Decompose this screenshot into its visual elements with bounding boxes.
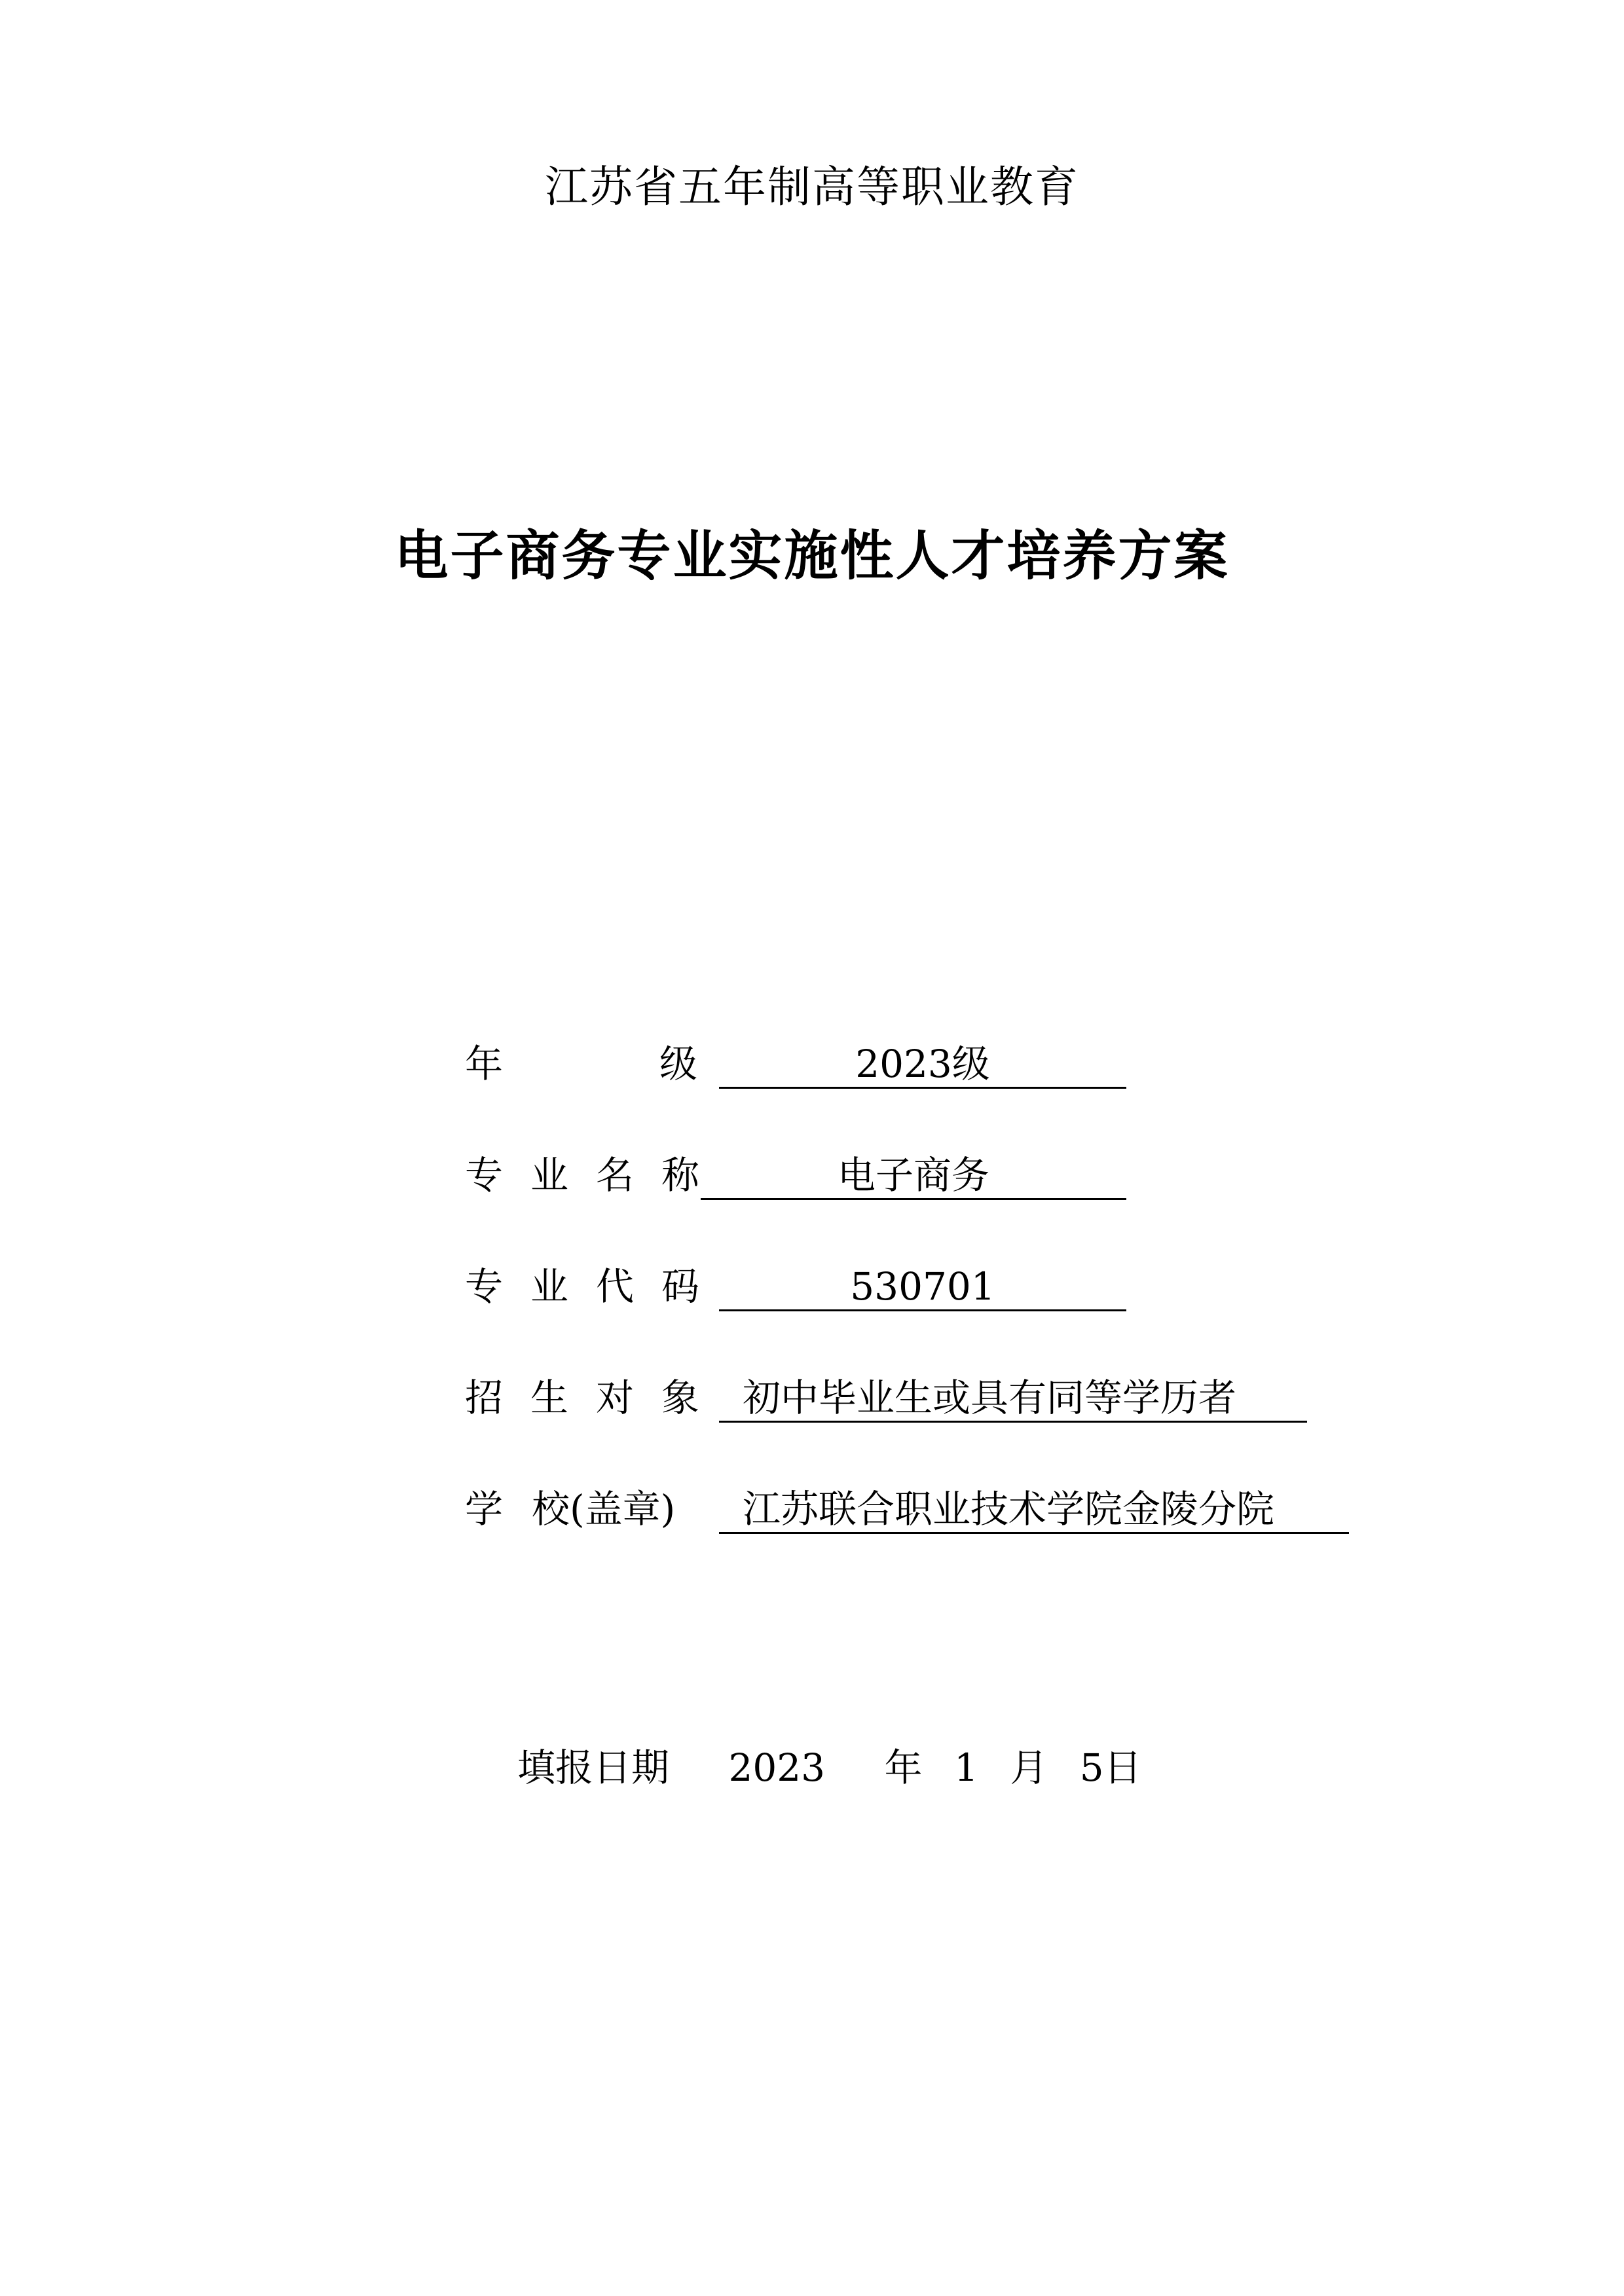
enrollment-label-text: 招生对象 [465, 1376, 728, 1420]
grade-label-part1: 年 [465, 1042, 504, 1086]
grade-label-part2: 级 [659, 1042, 697, 1086]
major-code-field [0, 1250, 1624, 1322]
major-name-field [0, 1139, 1624, 1211]
major-code-label [465, 1264, 728, 1309]
major-name-label [465, 1152, 728, 1198]
school-label-part2: 校(盖章) [532, 1487, 676, 1531]
document-title: 电子商务专业实施性人才培养方案 [394, 525, 1230, 587]
fill-date-month: 1 [953, 1745, 978, 1790]
school-value: 江苏联合职业技术学院金陵分院 [719, 1486, 1349, 1534]
major-name-label-text: 专业名称 [465, 1153, 728, 1197]
enrollment-label [465, 1375, 728, 1421]
grade-value: 2023级 [719, 1041, 1126, 1089]
school-label [465, 1486, 697, 1532]
grade-field [0, 1028, 1624, 1100]
major-name-value: 电子商务 [701, 1152, 1126, 1200]
fill-date [517, 1741, 1142, 1794]
major-code-label-text: 专业代码 [465, 1264, 728, 1309]
fill-date-year-unit: 年 [884, 1745, 923, 1790]
school-label-part1: 学 [465, 1487, 504, 1531]
enrollment-value: 初中毕业生或具有同等学历者 [719, 1375, 1307, 1423]
fill-date-year: 2023 [728, 1745, 826, 1790]
enrollment-field [0, 1362, 1624, 1434]
document-header: 江苏省五年制高等职业教育 [545, 162, 1079, 212]
major-code-value: 530701 [719, 1264, 1126, 1311]
fill-date-month-unit: 月 [1010, 1745, 1048, 1790]
fill-date-day: 5日 [1079, 1745, 1142, 1790]
grade-label [465, 1041, 697, 1087]
fill-date-label: 填报日期 [517, 1745, 670, 1790]
school-field [0, 1473, 1624, 1545]
